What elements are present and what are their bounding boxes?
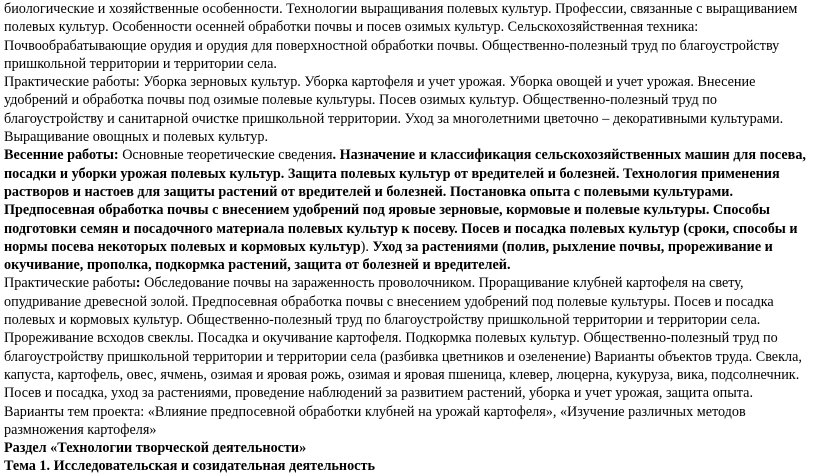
topic-heading: Тема 1. Исследовательская и созидательная деятельность [4,458,375,475]
spring-work-label: Весенние работы: [4,147,119,164]
section-heading: Раздел «Технологии творческой деятельности» [4,440,307,457]
paragraph-autumn-topics: биологические и хозяйственные особенности. Технологии выращивания полевых культур. Профессии, связанные с выращиванием полевых культур. Особенности осенней обработки почвы и посев озимых культур. Сельскохозяйственная техника: Почвообрабатывающие орудия и орудия для поверхностной обработки почвы. Общественно-полезный труд по благоустройству пришкольной территории и территории села. [4,1,798,72]
spring-care-bold: Уход за растениями (полив, рыхление почвы, прореживание и окучивание, прополка, подкормка растений, защита от болезней и вредителей. [4,238,773,274]
spring-topics-close: ). [360,238,373,255]
spring-theory-period: . [332,147,340,164]
paragraph-spring-practical [4,274,812,402]
practical-colon: : [135,275,141,292]
spring-topics-bold: Назначение и классификация сельскохозяйственных машин для посева, посадки и уборки урожая полевых культур. Защита полевых культур от вредителей и болезней. Технология применения растворов и настоев для защиты растений от вредителей и болезней. Постановка опыта с полевыми культурами. Предпосевная обработка почвы с внесением удобрений под яровые зерновые, кормовые и полевые культуры. Способы подготовки семян и посадочного материала полевых культур к посеву. Посев и посадка полевых культур (сроки, способы и нормы посева некоторых полевых и кормовых культур [4,147,806,255]
paragraph-autumn-practical: Практические работы: Уборка зерновых культур. Уборка картофеля и учет урожая. Уборка овощей и учет урожая. Внесение удобрений и обработка почвы под озимые полевые культуры. Посев озимых культур. Общественно-полезный труд по благоустройству и санитарной очистке пришкольной территории. Уход за многолетними цветочно – декоративными культурами. Выращивание овощных и полевых культур. [4,74,784,146]
spring-theory-label: Основные теоретические сведения [118,147,333,164]
paragraph-spring-work [4,146,812,274]
paragraph-project-themes: Варианты тем проекта: «Влияние предпосевной обработки клубней на урожай картофеля», «Изучение различных методов размножения картофеля» [4,403,746,438]
practical-label: Практические работы [4,275,136,292]
practical-text: Обследование почвы на зараженность проволочником. Проращивание клубней картофеля на свету, опудривание древесной золой. Предпосевная обработка почвы с внесением удобрений под полевые культуры. Посев и посадка полевых и кормовых культур. Общественно-полезный труд по благоустройству пришкольной территории и территории села. Прореживание всходов свеклы. Посадка и окучивание картофеля. Подкормка полевых культур. Общественно-полезный труд по благоустройству пришкольной территории и территории села (разбивка цветников и озеленение) Варианты объектов труда. Свекла, капуста, картофель, овес, ячмень, озимая и яровая рожь, озимая и яровая пшеница, клевер, люцерна, кукуруза, вика, подсолнечник. Посев и посадка, уход за растениями, проведение наблюдений за развитием растений, уборка и учет урожая, защита опыта. [4,275,802,402]
